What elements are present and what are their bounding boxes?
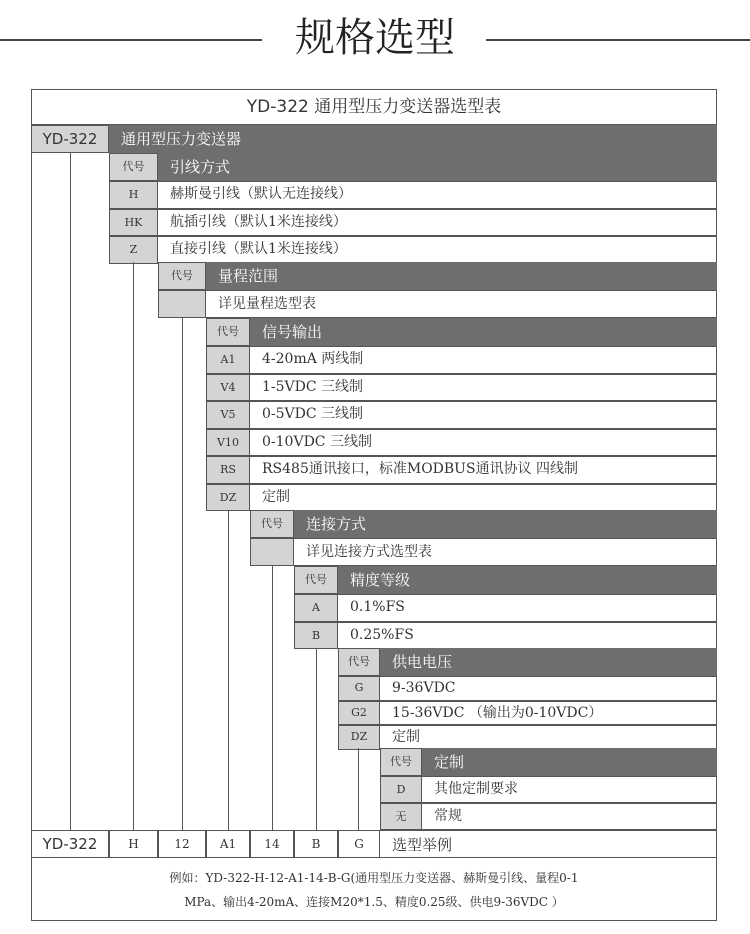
option-label: 0-10VDC 三线制 (250, 429, 717, 457)
option-label: 直接引线（默认1米连接线） (158, 236, 717, 264)
section-code-header: 代号 (109, 153, 158, 181)
table-title: YD-322 通用型压力变送器选型表 (31, 89, 717, 125)
option-label: 详见量程选型表 (206, 290, 717, 318)
section-title: 引线方式 (158, 153, 717, 181)
option-label: 航插引线（默认1米连接线） (158, 209, 717, 237)
option-code: V4 (206, 374, 250, 402)
option-code: RS (206, 456, 250, 484)
option-code (158, 290, 206, 318)
section-code-header: 代号 (250, 510, 294, 538)
section-title: 信号输出 (250, 318, 717, 346)
model-code: YD-322 (31, 125, 109, 153)
option-label: 赫斯曼引线（默认无连接线） (158, 181, 717, 209)
section-title: 连接方式 (294, 510, 717, 538)
option-code: G (338, 676, 380, 701)
example-cell: H (109, 830, 158, 858)
option-code: V5 (206, 401, 250, 429)
option-code: B (294, 622, 338, 650)
page-title: 规格选型 (295, 15, 455, 61)
example-cell: 12 (158, 830, 206, 858)
example-cell: A1 (206, 830, 250, 858)
example-cell: B (294, 830, 338, 858)
connector-line-accuracy (316, 648, 317, 830)
option-label: 9-36VDC (380, 676, 717, 701)
option-label: 定制 (380, 725, 717, 750)
section-title: 供电电压 (380, 648, 717, 676)
connector-line-output (228, 510, 229, 830)
option-code: V10 (206, 429, 250, 457)
option-code: G2 (338, 701, 380, 726)
section-code-header: 代号 (338, 648, 380, 676)
option-code (250, 538, 294, 566)
section-code-header: 代号 (294, 566, 338, 594)
option-label: 1-5VDC 三线制 (250, 374, 717, 402)
example-cell: YD-322 (31, 830, 109, 858)
option-code: DZ (206, 484, 250, 512)
example-label: 选型举例 (380, 830, 717, 858)
option-label: 4-20mA 两线制 (250, 346, 717, 374)
example-note (31, 858, 717, 921)
section-code-header: 代号 (380, 748, 422, 776)
example-note-line1: 例如：YD-322-H-12-A1-14-B-G(通用型压力变送器、赫斯曼引线、量程0-1 (169, 871, 579, 885)
section-code-header: 代号 (158, 262, 206, 290)
model-label: 通用型压力变送器 (109, 125, 717, 153)
option-label: 0-5VDC 三线制 (250, 401, 717, 429)
option-label: 其他定制要求 (422, 776, 717, 803)
option-label: 0.1%FS (338, 594, 717, 622)
option-code: D (380, 776, 422, 803)
connector-line-lead (133, 262, 134, 830)
section-title: 定制 (422, 748, 717, 776)
option-code: A (294, 594, 338, 622)
option-label: 常规 (422, 803, 717, 830)
connector-line-model (70, 153, 71, 830)
option-code: A1 (206, 346, 250, 374)
option-code: Z (109, 236, 158, 264)
option-code: 无 (380, 803, 422, 830)
section-code-header: 代号 (206, 318, 250, 346)
section-title: 量程范围 (206, 262, 717, 290)
option-label: RS485通讯接口，标准MODBUS通讯协议 四线制 (250, 456, 717, 484)
section-title: 精度等级 (338, 566, 717, 594)
option-label: 详见连接方式选型表 (294, 538, 717, 566)
option-label: 0.25%FS (338, 622, 717, 650)
connector-line-connection (272, 566, 273, 830)
option-code: HK (109, 209, 158, 237)
example-cell: G (338, 830, 380, 858)
example-cell: 14 (250, 830, 294, 858)
option-label: 15-36VDC （输出为0-10VDC） (380, 701, 717, 726)
connector-line-range (182, 318, 183, 830)
option-code: DZ (338, 725, 380, 750)
option-label: 定制 (250, 484, 717, 512)
option-code: H (109, 181, 158, 209)
connector-line-supply (358, 748, 359, 830)
example-note-line2: MPa、输出4-20mA、连接M20*1.5、精度0.25级、供电9-36VDC ） (184, 895, 564, 909)
